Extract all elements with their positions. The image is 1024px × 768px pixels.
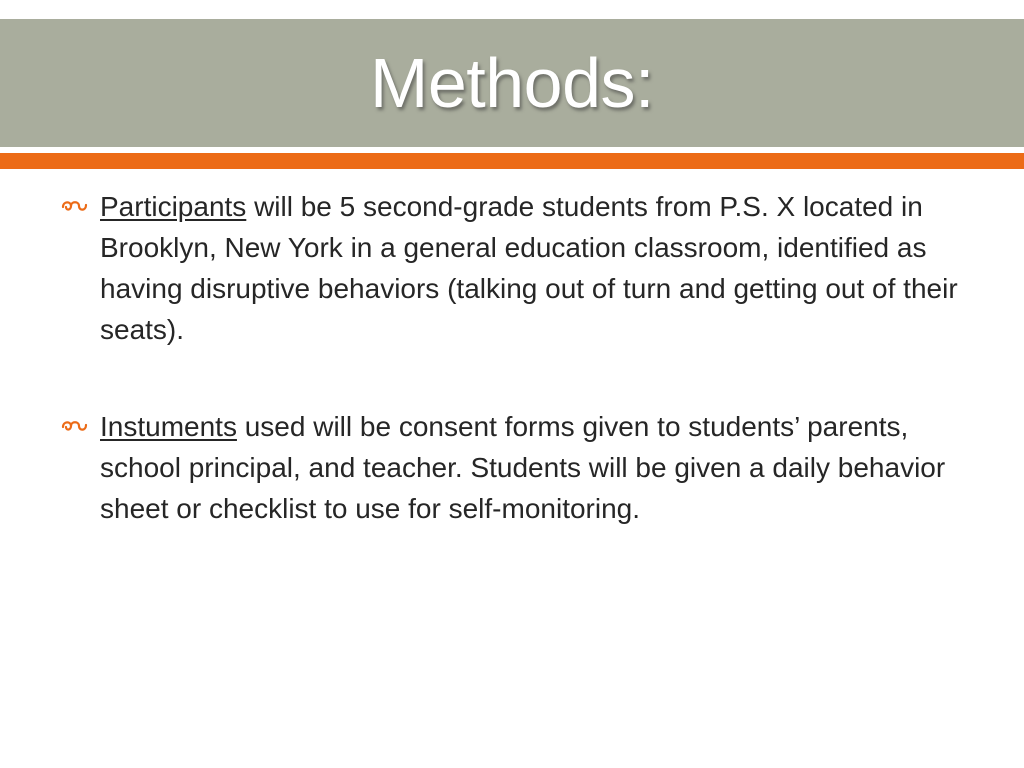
bullet-text-instruments: used will be consent forms given to students’ parents, school principal, and teacher. Students will be given a daily behavior sheet or checklist to use for self-monitoring. bbox=[100, 411, 946, 524]
bullet-instruments bbox=[60, 406, 960, 529]
bullet-term-participants: Participants bbox=[100, 191, 247, 222]
bullet-term-instruments: Instuments bbox=[100, 411, 237, 442]
accent-bar bbox=[0, 153, 1024, 169]
bullet-participants bbox=[60, 186, 960, 350]
orange-swirl-bullet-icon bbox=[60, 195, 90, 217]
orange-swirl-bullet-icon bbox=[60, 415, 90, 437]
slide-title: Methods: bbox=[370, 44, 654, 122]
bullet-text-participants: will be 5 second-grade students from P.S. X located in Brooklyn, New York in a general education classroom, identified as having disruptive behaviors (talking out of turn and getting out of their seats). bbox=[100, 191, 958, 345]
bullet-list bbox=[60, 186, 960, 529]
